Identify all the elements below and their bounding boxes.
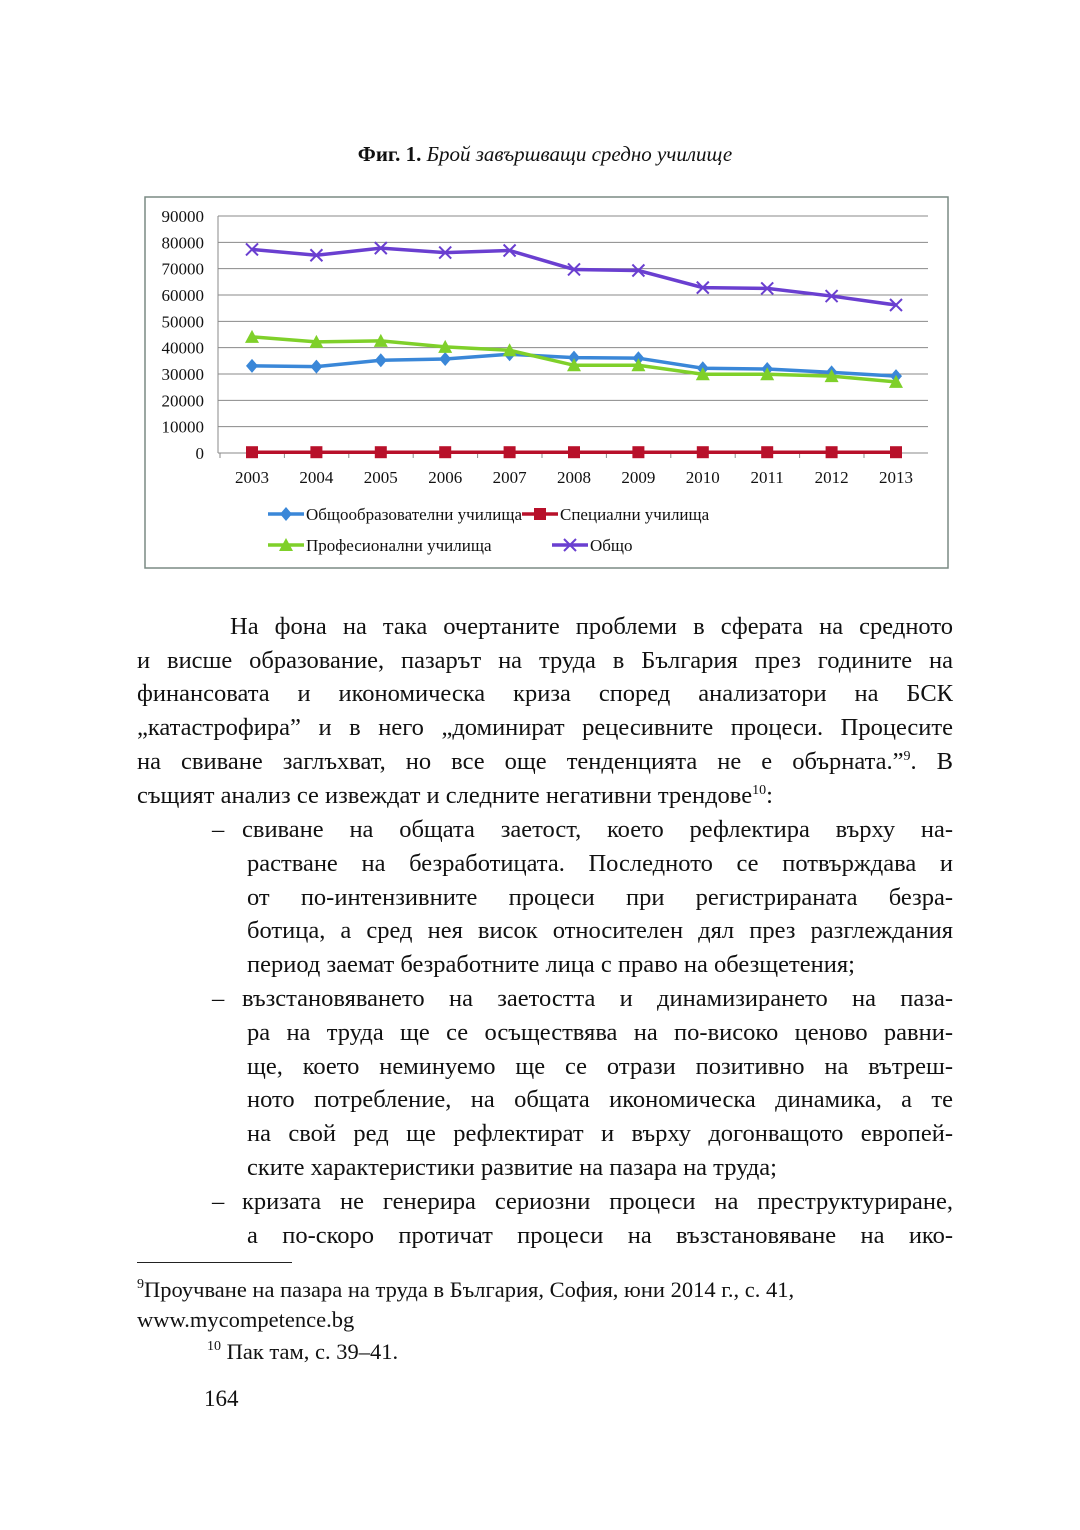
figure-label: Фиг. 1. bbox=[357, 142, 422, 166]
y-tick-label: 10000 bbox=[161, 417, 204, 437]
footnote-text: Проучване на пазара на труда в България, София, юни 2014 г., с. 41, bbox=[144, 1277, 795, 1302]
bullet-line: ботица, а сред нея висок относителен дял през разглеждания bbox=[247, 917, 953, 945]
x-tick-label: 2011 bbox=[750, 468, 784, 487]
paragraph-line bbox=[137, 745, 953, 779]
bullet-line: ното потребление, на общата икономическа динамика, а те bbox=[247, 1086, 953, 1114]
legend-label: Специални училища bbox=[560, 505, 710, 524]
y-tick-label: 60000 bbox=[161, 286, 204, 305]
paragraph-line: и висше образование, пазарът на труда в България през годините на bbox=[137, 647, 953, 674]
footnote-number: 9 bbox=[137, 1277, 144, 1292]
footnote-number: 10 bbox=[207, 1339, 221, 1354]
x-tick-label: 2005 bbox=[363, 468, 398, 487]
data-point bbox=[375, 446, 387, 458]
line-text: . В bbox=[910, 748, 953, 775]
footnote-divider bbox=[137, 1262, 292, 1263]
paragraph-line: На фона на така очертаните проблеми в сферата на средното bbox=[230, 613, 953, 640]
x-tick-label: 2008 bbox=[557, 468, 591, 487]
data-point bbox=[504, 446, 516, 458]
line-text: на свиване заглъхват, но все още тенденцията не е обърната.” bbox=[137, 748, 904, 775]
bullet-line: от по-интензивните процеси при регистрираната безра- bbox=[247, 883, 953, 911]
bullet-line: растване на безработицата. Последното се потвърждава и bbox=[247, 849, 953, 877]
line-text: същият анализ се извеждат и следните негативни трендове bbox=[137, 782, 753, 809]
paragraph-line: финансовата и икономическа криза според анализатори на БСК bbox=[137, 680, 953, 707]
bullet-line: възстановяването на заетостта и динамизирането на паза- bbox=[242, 985, 953, 1012]
bullet-line: свиване на общата заетост, което рефлектира върху на- bbox=[242, 816, 953, 843]
x-tick-label: 2004 bbox=[299, 468, 334, 487]
footnote-text: Пак там, с. 39–41. bbox=[226, 1339, 399, 1364]
bullet-line: на свой ред ще рефлектират и върху догонващото европей- bbox=[247, 1120, 953, 1148]
legend-label: Професионални училища bbox=[306, 536, 492, 555]
y-tick-label: 30000 bbox=[161, 365, 204, 384]
y-tick-label: 50000 bbox=[161, 312, 204, 332]
data-point bbox=[439, 446, 451, 458]
legend-marker bbox=[534, 508, 546, 520]
bullet-dash: – bbox=[212, 1187, 225, 1215]
bullet-line: а по-скоро протичат процеси на възстановяване на ико- bbox=[247, 1221, 953, 1249]
y-tick-label: 80000 bbox=[161, 233, 204, 253]
footnote-10 bbox=[207, 1337, 398, 1367]
y-tick-label: 20000 bbox=[161, 391, 204, 411]
legend-label: Общо bbox=[590, 536, 633, 555]
line-text: : bbox=[766, 782, 773, 809]
line-chart bbox=[0, 0, 1080, 600]
x-tick-label: 2006 bbox=[428, 468, 463, 487]
data-point bbox=[890, 446, 902, 458]
bullet-line: кризата не генерира сериозни процеси на преструктуриране, bbox=[242, 1187, 953, 1215]
x-tick-label: 2009 bbox=[621, 468, 656, 487]
legend-item bbox=[268, 505, 522, 524]
figure-caption-text: Брой завършващи средно училище bbox=[426, 142, 733, 166]
footnote-9-url: www.mycompetence.bg bbox=[137, 1307, 355, 1332]
y-tick-label: 70000 bbox=[161, 259, 204, 279]
y-tick-label: 0 bbox=[195, 444, 204, 463]
footnote-ref: 9 bbox=[903, 749, 911, 764]
bullet-line: ще, което неминуемо ще се отрази позитивно на вътреш- bbox=[247, 1052, 953, 1080]
data-point bbox=[632, 446, 644, 458]
y-tick-label: 40000 bbox=[161, 338, 204, 358]
data-point bbox=[761, 446, 773, 458]
bullet-dash: – bbox=[212, 985, 225, 1012]
x-tick-label: 2003 bbox=[235, 468, 269, 487]
y-tick-label: 90000 bbox=[161, 207, 204, 226]
bullet-line: период заемат безработните лица с право на обезщетения; bbox=[247, 951, 855, 979]
legend-label: Общообразователни училища bbox=[306, 505, 523, 524]
paragraph-line bbox=[137, 779, 773, 813]
x-tick-label: 2007 bbox=[492, 468, 527, 487]
bullet-dash: – bbox=[212, 816, 225, 843]
page-number: 164 bbox=[204, 1386, 239, 1411]
footnote-ref: 10 bbox=[752, 783, 767, 798]
data-point bbox=[697, 446, 709, 458]
data-point bbox=[310, 446, 322, 458]
footnote-9 bbox=[137, 1275, 794, 1305]
x-tick-label: 2013 bbox=[879, 468, 913, 487]
data-point bbox=[826, 446, 838, 458]
data-point bbox=[246, 446, 258, 458]
x-tick-label: 2010 bbox=[685, 468, 720, 487]
paragraph-line: „катастрофира” и в него „доминират рецесивните процеси. Процесите bbox=[137, 714, 953, 741]
bullet-line: ра на труда ще се осъществява на по-високо ценово равни- bbox=[247, 1018, 953, 1046]
x-tick-label: 2012 bbox=[814, 468, 849, 487]
data-point bbox=[568, 446, 580, 458]
bullet-line: ските характеристики развитие на пазара на труда; bbox=[247, 1154, 777, 1181]
